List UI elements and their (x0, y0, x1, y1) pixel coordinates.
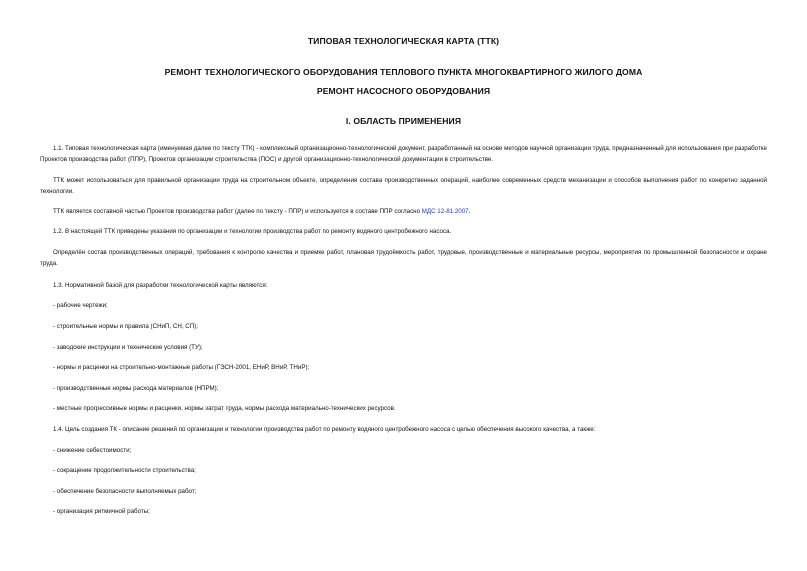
paragraph-1-3: 1.3. Нормативной базой для разработки технологической карты являются: (53, 282, 268, 289)
section-heading: I. ОБЛАСТЬ ПРИМЕНЕНИЯ (345, 116, 462, 126)
paragraph-ttk-usage: ТТК может использоваться для правильной организации труда на строительном объекте, определения состава производственных операций, наиболее современных средств механизации и способов выполнения работ по конкретно заданной технологии. (40, 177, 767, 195)
paragraph-operations: Определён состав производственных операций, требования к контролю качества и приемке работ, плановая трудоёмкость работ, трудовые, производственные и материальные ресурсы, мероприятия по промышленной безопасности и охране труда. (40, 249, 767, 267)
mds-link[interactable]: МДС 12-81.2007 (421, 208, 469, 215)
list-item: - снижение себестоимости; (53, 447, 132, 454)
list-item: - строительные нормы и правила (СНиП, СН, СП); (53, 323, 198, 330)
paragraph-ttk-ppr-text: ТТК является составной частью Проектов производства работ (далее по тексту - ППР) и используется в составе ППР согласно (53, 208, 422, 215)
paragraph-1-1: 1.1. Типовая технологическая карта (именуемая далее по тексту ТТК) - комплексный организационно-технологический документ, разработанный на основе методов научной организации труда, предназначенный для использования при разработке Проектов производства работ (ППР), Проектов организации строительства (ПОС) и другой организационно-технологической документации в строительстве. (40, 145, 767, 163)
document-subtitle: РЕМОНТ ТЕХНОЛОГИЧЕСКОГО ОБОРУДОВАНИЯ ТЕПЛОВОГО ПУНКТА МНОГОКВАРТИРНОГО ЖИЛОГО ДОМА (164, 67, 643, 77)
paragraph-1-2: 1.2. В настоящей ТТК приведены указания по организации и технологии производства работ по ремонту водяного центробежного насоса. (53, 228, 452, 235)
list-item: - сокращение продолжительности строительства; (53, 467, 196, 474)
document-subtitle-secondary: РЕМОНТ НАСОСНОГО ОБОРУДОВАНИЯ (316, 86, 491, 96)
list-item: - производственные нормы расхода материалов (НПРМ); (53, 385, 219, 392)
list-item: - рабочие чертежи; (53, 302, 108, 309)
list-item: - нормы и расценки на строительно-монтажные работы (ГЭСН-2001, ЕНиР, ВНиР, ТНиР); (53, 364, 310, 371)
paragraph-ttk-ppr-end: . (468, 208, 471, 215)
list-item: - обеспечение безопасности выполняемых работ; (53, 488, 197, 495)
list-item: - заводские инструкции и технические условия (ТУ); (53, 344, 203, 351)
document-title: ТИПОВАЯ ТЕХНОЛОГИЧЕСКАЯ КАРТА (ТТК) (307, 36, 500, 46)
list-item: - местные прогрессивные нормы и расценки, нормы затрат труда, нормы расхода материально-технических ресурсов. (53, 405, 396, 412)
paragraph-ttk-ppr (40, 207, 767, 218)
list-item: - организация ритмичной работы; (53, 508, 150, 515)
paragraph-1-4: 1.4. Цель создания ТК - описание решений по организации и технологии производства работ по ремонту водяного центробежного насоса с целью обеспечения высокого качества, а также: (53, 426, 596, 433)
